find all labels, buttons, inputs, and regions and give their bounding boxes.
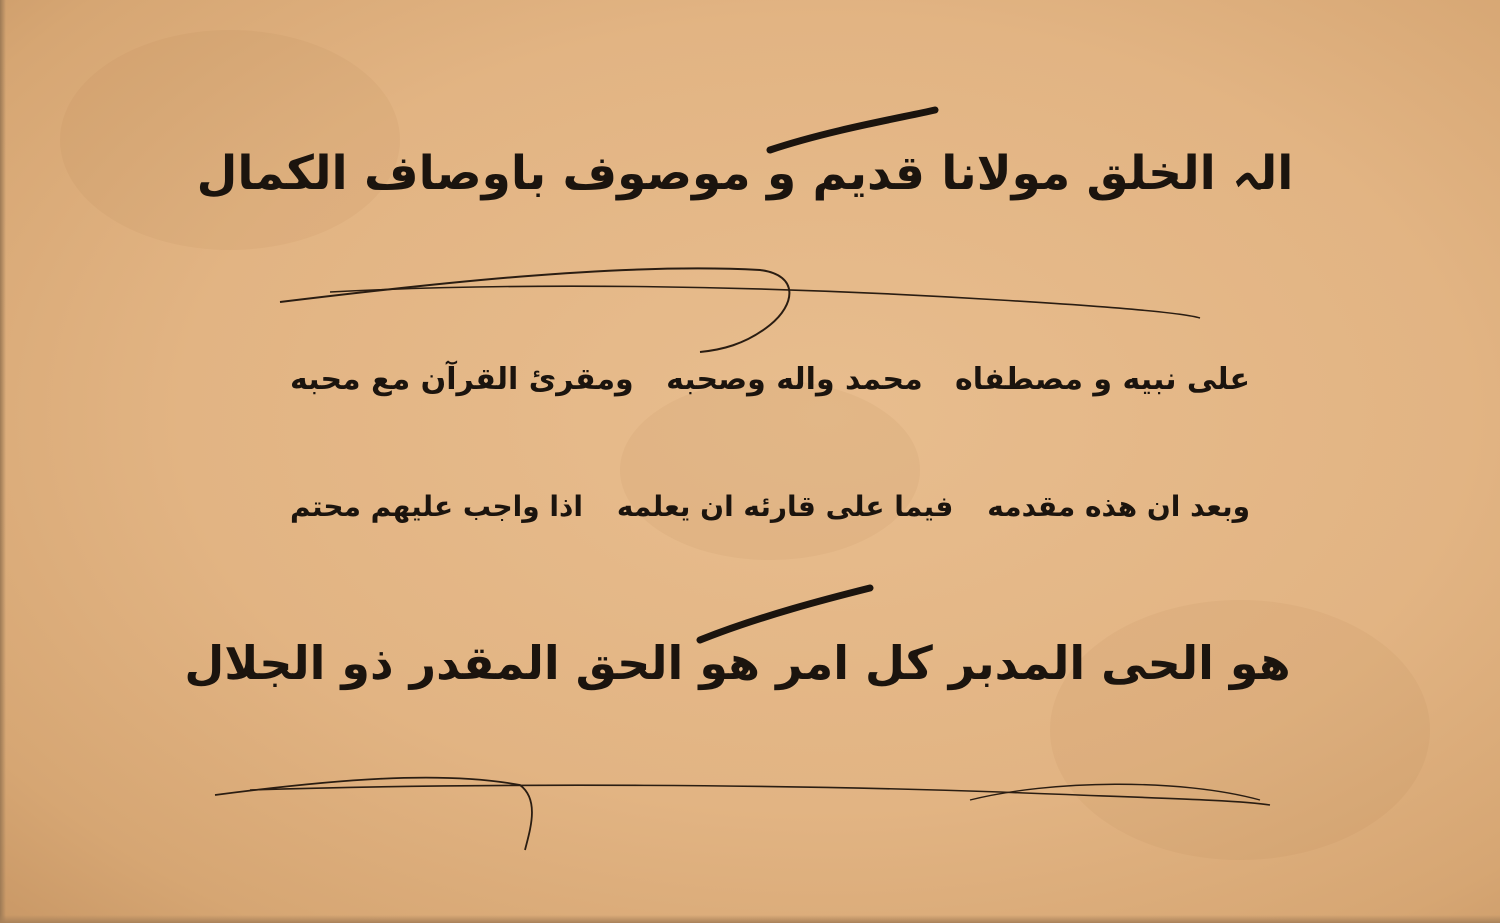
calligraphy-line-2 [290, 362, 1250, 397]
swash-stroke-upper-right [330, 286, 1200, 318]
swash-stroke-lower-left [215, 778, 532, 850]
line-3-middle-segment: فیما علی قارئه ان یعلمه [616, 490, 954, 523]
calligraphy-line-4: هو الحی المدبر کل امر هو الحق المقدر ذو الجلال [184, 636, 1291, 690]
kashida-stroke-bottom [700, 588, 870, 640]
kashida-stroke-top [770, 110, 935, 150]
line-2-left-segment: ومقرئ القرآن مع محبه [290, 362, 634, 397]
line-2-right-segment: علی نبیه و مصطفاه [955, 362, 1250, 397]
line-3-left-segment: اذا واجب علیهم محتم [290, 490, 583, 523]
calligraphy-line-1: الہ الخلق مولانا قدیم و موصوف باوصاف الکمال [196, 146, 1294, 201]
swash-stroke-upper-left [280, 268, 789, 352]
line-2-middle-segment: محمد واله وصحبه [666, 362, 923, 397]
swash-stroke-lower-right [250, 785, 1270, 805]
line-3-right-segment: وبعد ان هذه مقدمه [987, 490, 1250, 523]
calligraphy-line-3 [290, 490, 1250, 523]
